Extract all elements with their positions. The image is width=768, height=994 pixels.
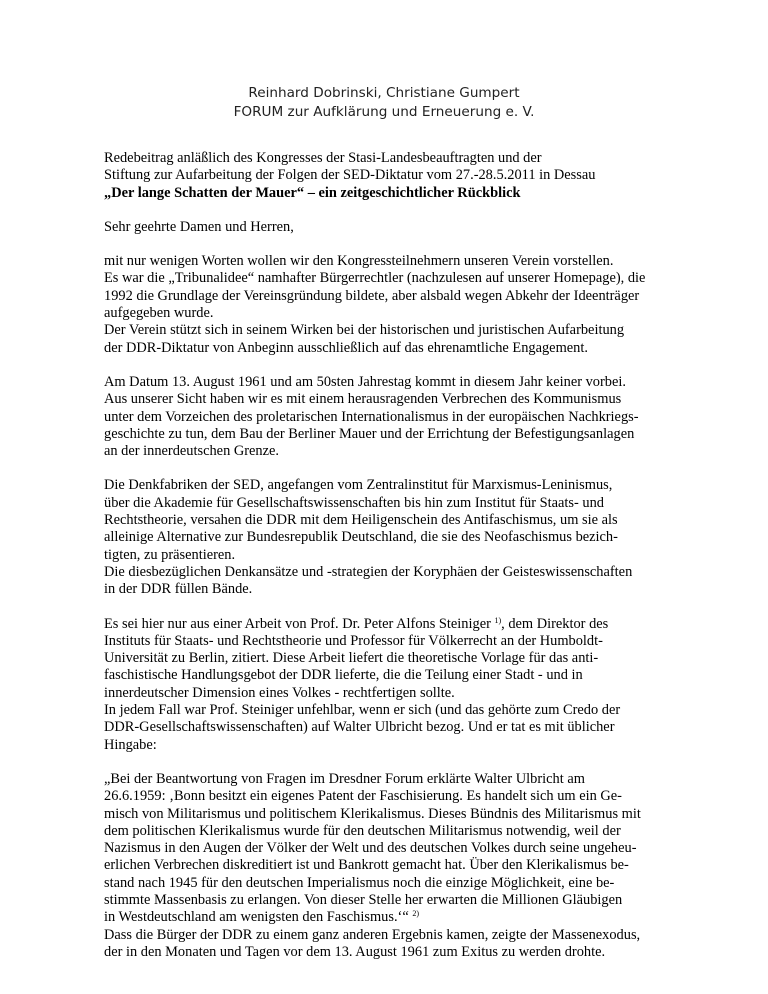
intro-line: Stiftung zur Aufarbeitung der Folgen der SED-Diktatur vom 27.-28.5.2011 in Dessau: [104, 167, 596, 184]
organization-line: FORUM zur Aufklärung und Erneuerung e. V.: [233, 104, 535, 120]
paragraph-2: [104, 374, 704, 460]
text-line: der in den Monaten und Tagen vor dem 13. August 1961 zum Exitus zu werden drohte.: [104, 943, 606, 960]
quote-line: 26.6.1959: ‚Bonn besitzt ein eigenes Patent der Faschisierung. Es handelt sich um ein Ge-: [104, 788, 622, 805]
text-line: Rechtstheorie, versahen die DDR mit dem Heiligenschein des Antifaschismus, um sie als: [104, 512, 618, 529]
quote-line: misch von Militarismus und politischem Klerikalismus. Dieses Bündnis des Militarismus mit: [104, 805, 641, 822]
intro-paragraph: [104, 150, 704, 202]
quote-line: dem politischen Klerikalismus wurde für den deutschen Militarismus notwendig, weil der: [104, 822, 621, 839]
text-line: 1992 die Grundlage der Vereinsgründung bildete, aber alsbald wegen Abkehr der Ideenträger: [104, 287, 640, 304]
quote-line: stand nach 1945 für den deutschen Imperialismus noch die einzige Möglichkeit, eine be-: [104, 874, 615, 891]
speech-title: „Der lange Schatten der Mauer“ – ein zeitgeschichtlicher Rückblick: [104, 184, 521, 201]
salutation-text: Sehr geehrte Damen und Herren,: [104, 218, 294, 235]
text-line: Am Datum 13. August 1961 und am 50sten Jahrestag kommt in diesem Jahr keiner vorbei.: [104, 373, 626, 390]
quote-line: „Bei der Beantwortung von Fragen im Dresdner Forum erklärte Walter Ulbricht am: [104, 770, 585, 787]
quote-line: [104, 909, 704, 926]
paragraph-4: [104, 616, 704, 754]
text-line: Es war die „Tribunalidee“ namhafter Bürgerrechtler (nachzulesen auf unserer Homepage), die: [104, 270, 646, 287]
text-line: geschichte zu tun, dem Bau der Berliner Mauer und der Errichtung der Befestigungsanlagen: [104, 425, 635, 442]
quote-line: Nazismus in den Augen der Völker der Welt und des deutschen Volkes durch seine ungeheu-: [104, 840, 637, 857]
text-line: Dass die Bürger der DDR zu einem ganz anderen Ergebnis kamen, zeigte der Massenexodus,: [104, 926, 641, 943]
text-line: unter dem Vorzeichen des proletarischen Internationalismus in der europäischen Nachkriegs-: [104, 408, 639, 425]
text-line: DDR-Gesellschaftswissenschaften) auf Walter Ulbricht bezog. Und er tat es mit üblicher: [104, 719, 615, 736]
text-line: Universität zu Berlin, zitiert. Diese Arbeit liefert die theoretische Vorlage für das anti-: [104, 650, 599, 667]
paragraph-3: [104, 477, 704, 598]
document-header: [0, 84, 768, 122]
document-body: [104, 150, 704, 978]
paragraph-1: [104, 253, 704, 357]
salutation: [104, 219, 704, 236]
text-line: aufgegeben wurde.: [104, 305, 214, 322]
text-line: Die diesbezüglichen Denkansätze und -strategien der Koryphäen der Geisteswissenschaften: [104, 563, 633, 580]
footnote-marker: 1): [494, 615, 502, 625]
text-line: in der DDR füllen Bände.: [104, 581, 253, 598]
text-line: Der Verein stützt sich in seinem Wirken bei der historischen und juristischen Aufarbeitung: [104, 322, 625, 339]
text-segment: in Westdeutschland am wenigsten den Faschismus.‘“: [104, 909, 409, 926]
text-line: mit nur wenigen Worten wollen wir den Kongressteilnehmern unseren Verein vorstellen.: [104, 253, 614, 270]
text-line: an der innerdeutschen Grenze.: [104, 443, 279, 460]
text-line: [104, 616, 704, 633]
text-line: faschistische Handlungsgebot der DDR lieferte, die die Teilung einer Stadt - und in: [104, 667, 583, 684]
text-line: der DDR-Diktatur von Anbeginn ausschließlich auf das ehrenamtliche Engagement.: [104, 339, 588, 356]
text-line: Aus unserer Sicht haben wir es mit einem herausragenden Verbrechen des Kommunismus: [104, 391, 622, 408]
text-segment: , dem Direktor des: [501, 615, 609, 632]
authors-line: Reinhard Dobrinski, Christiane Gumpert: [248, 85, 520, 101]
text-line: tigten, zu präsentieren.: [104, 546, 236, 563]
text-line: alleinige Alternative zur Bundesrepublik Deutschland, die sie des Neofaschismus bezich-: [104, 529, 618, 546]
quote-line: stimmte Massenbasis zu erlangen. Von dieser Stelle her erwarten die Millionen Gläubigen: [104, 891, 623, 908]
text-line: Instituts für Staats- und Rechtstheorie und Professor für Völkerrecht an der Humboldt-: [104, 632, 603, 649]
text-line: innerdeutscher Dimension eines Volkes - rechtfertigen sollte.: [104, 684, 455, 701]
text-line: Hingabe:: [104, 736, 157, 753]
quote-paragraph: [104, 771, 704, 961]
text-line: über die Akademie für Gesellschaftswissenschaften bis hin zum Institut für Staats- und: [104, 494, 604, 511]
text-line: In jedem Fall war Prof. Steiniger unfehlbar, wenn er sich (und das gehörte zum Credo der: [104, 702, 621, 719]
quote-line: erlichen Verbrechen diskreditiert ist und Bankrott gemacht hat. Über den Klerikalismus be-: [104, 857, 629, 874]
intro-line: Redebeitrag anläßlich des Kongresses der Stasi-Landesbeauftragten und der: [104, 150, 542, 166]
text-line: Die Denkfabriken der SED, angefangen vom Zentralinstitut für Marxismus-Leninismus,: [104, 477, 613, 494]
footnote-marker: 2): [412, 909, 419, 919]
text-segment: Es sei hier nur aus einer Arbeit von Prof. Dr. Peter Alfons Steiniger: [104, 615, 491, 632]
